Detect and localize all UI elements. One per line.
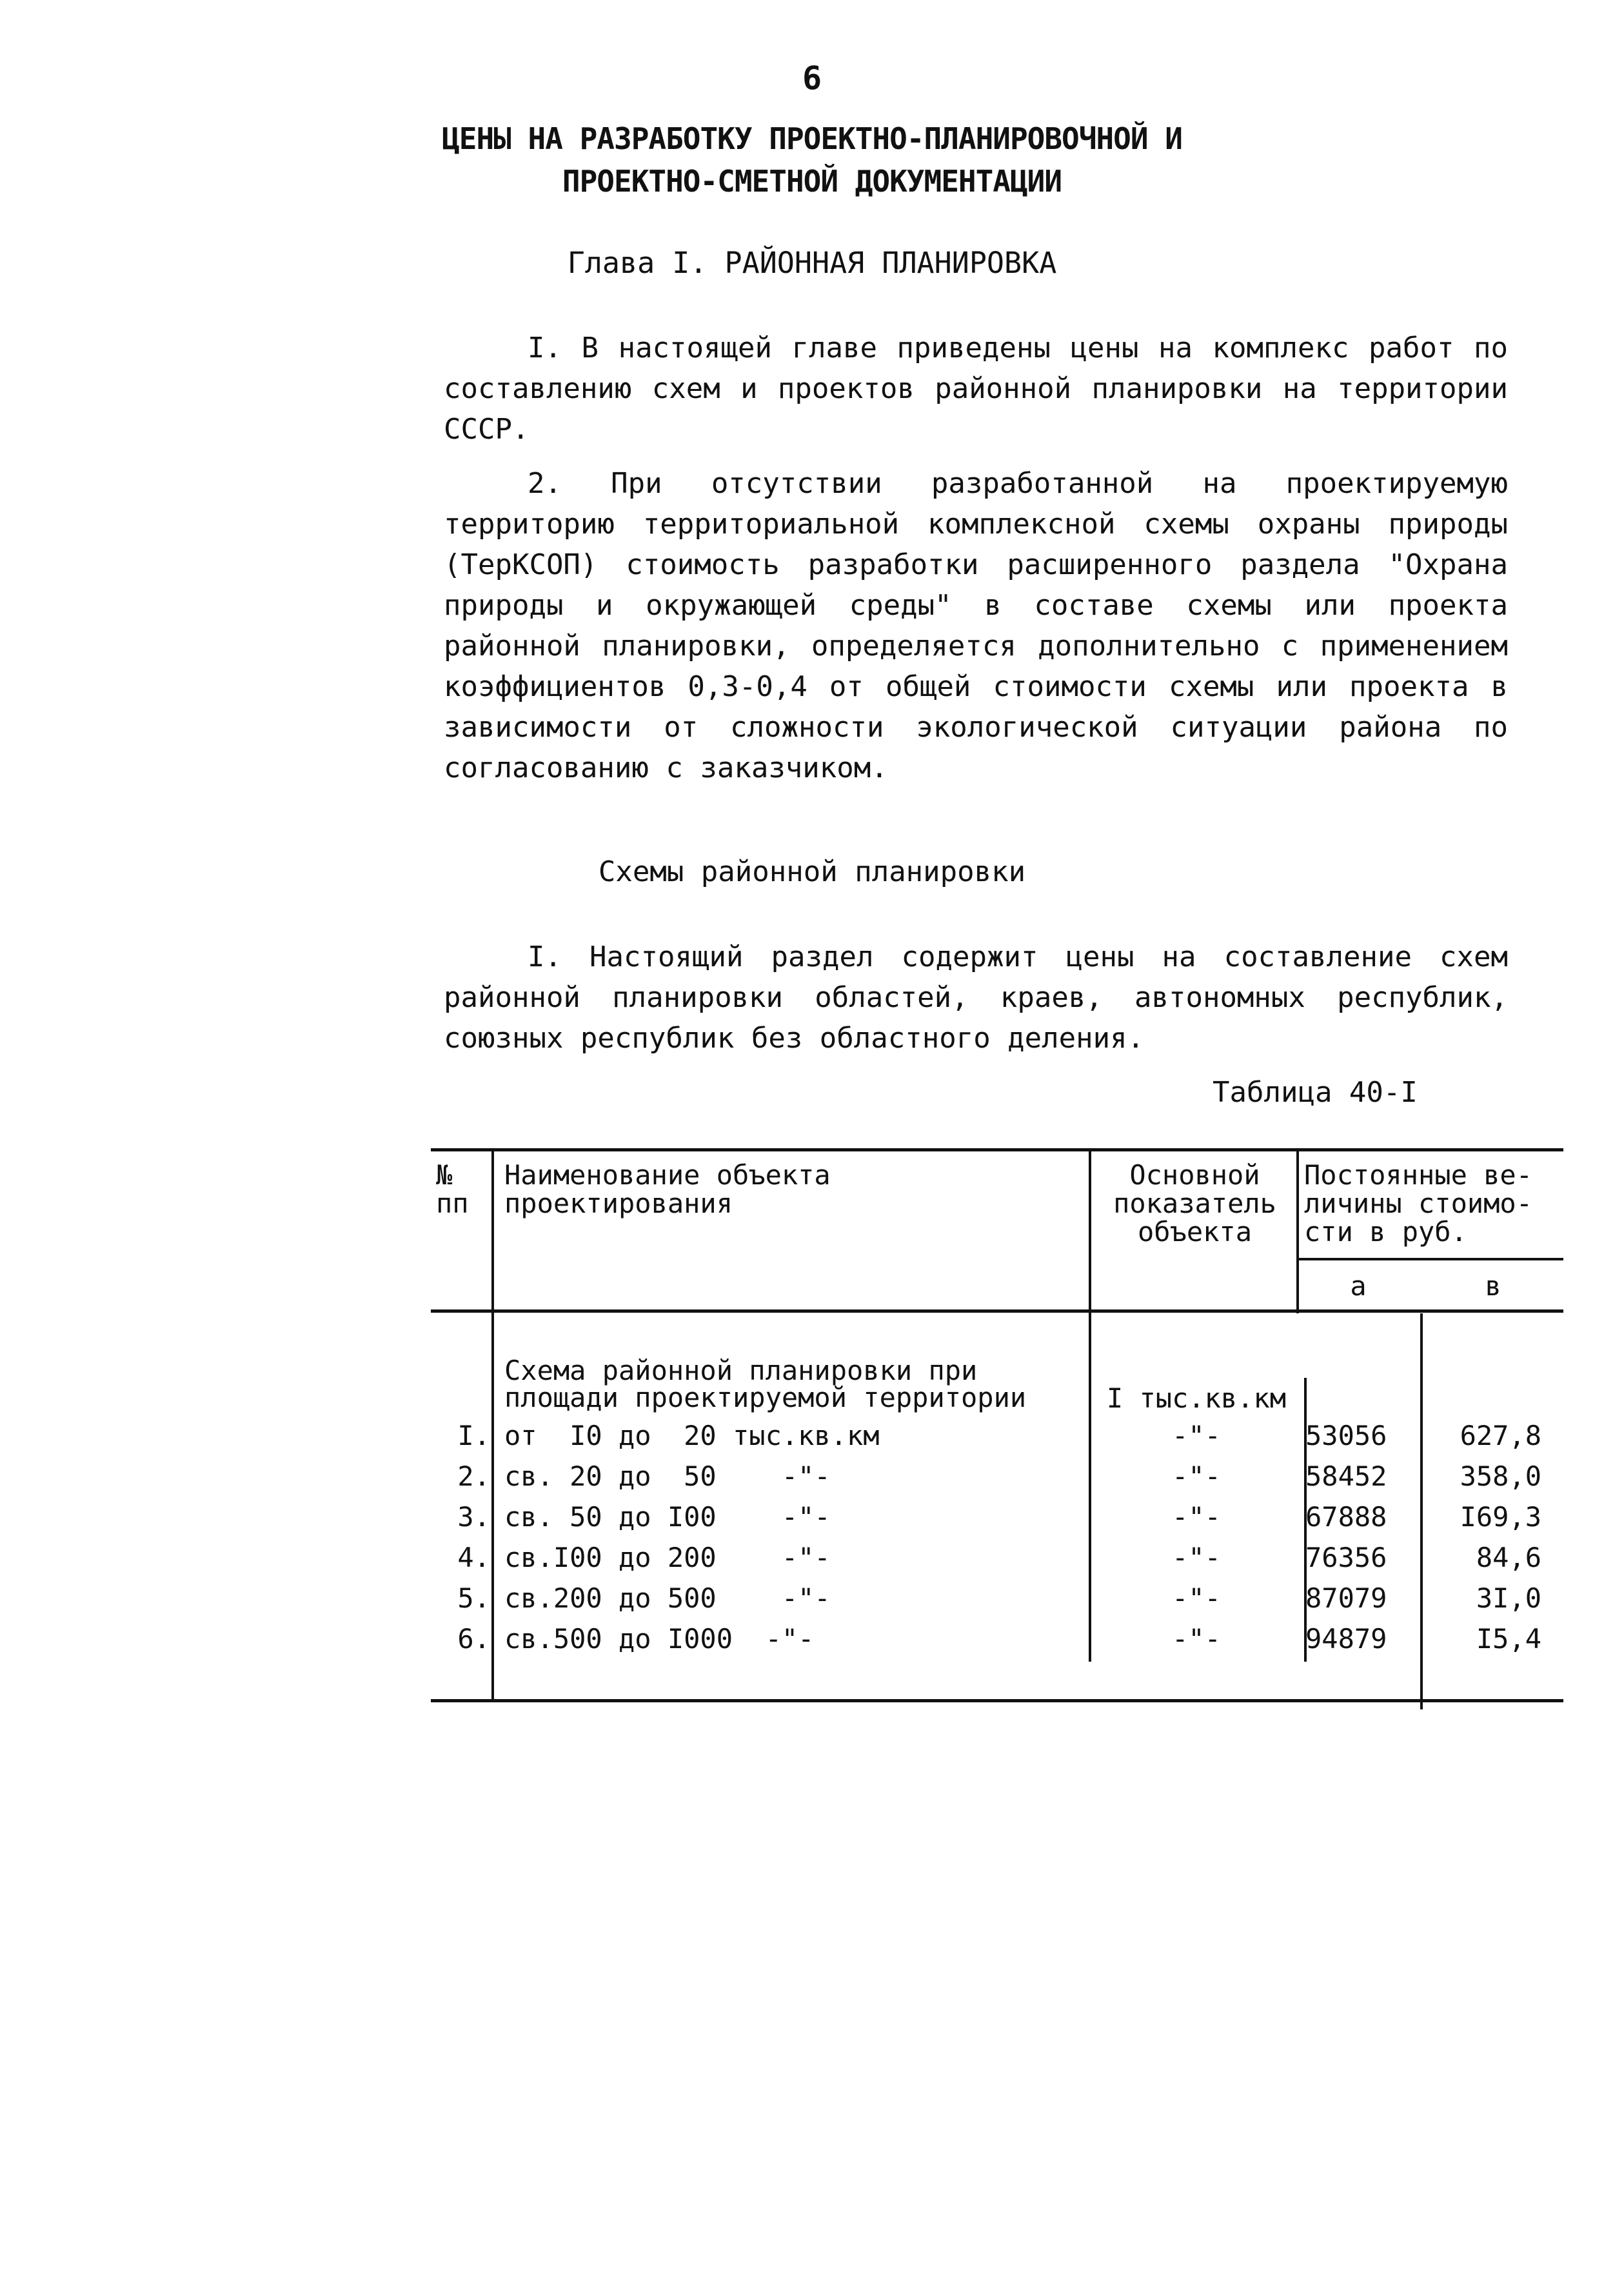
title-line-2: ПРОЕКТНО-СМЕТНОЙ ДОКУМЕНТАЦИИ <box>562 164 1062 199</box>
col-divider-name-body <box>1089 1313 1091 1662</box>
row-value-b: 627,8 <box>1460 1420 1541 1451</box>
section-heading: Схемы районной планировки <box>598 855 1026 888</box>
table-header-split-rule <box>1296 1258 1563 1260</box>
header-col-b: в <box>1485 1270 1501 1302</box>
paragraph-1: I. В настоящей главе приведены цены на комплекс работ по составлению схем и проектов районной планировки на территории СССР. <box>444 332 1508 446</box>
row-indicator: -"- <box>1172 1582 1221 1614</box>
row-name: св. 50 до I00 -"- <box>504 1501 831 1533</box>
row-num: 3. <box>457 1501 490 1533</box>
row-indicator: -"- <box>1172 1420 1221 1451</box>
row-name: св.500 до I000 -"- <box>504 1623 815 1655</box>
section-paragraph: I. Настоящий раздел содержит цены на составление схем районной планировки областей, краев, автономных республик, союзных республик без областного деления. <box>444 940 1508 1055</box>
header-col-a: а <box>1350 1270 1367 1302</box>
col-divider-name <box>1089 1148 1091 1313</box>
row-num: I. <box>457 1420 490 1451</box>
header-constants: Постоянные ве- личины стоимо- сти в руб. <box>1304 1159 1533 1248</box>
header-indicator: Основной показатель объекта <box>1113 1159 1276 1248</box>
row-num: 4. <box>457 1542 490 1573</box>
table-header-bottom-rule <box>431 1309 1563 1313</box>
row-name: св.I00 до 200 -"- <box>504 1542 831 1573</box>
row-value-a: 76356 <box>1305 1542 1387 1573</box>
page-number: 6 <box>802 59 822 97</box>
row-value-a: 67888 <box>1305 1501 1387 1533</box>
table-bottom-rule <box>431 1699 1563 1702</box>
group-name: Схема районной планировки при площади проектируемой территории <box>504 1355 1027 1413</box>
row-value-a: 87079 <box>1305 1582 1387 1614</box>
row-value-a: 53056 <box>1305 1420 1387 1451</box>
row-indicator: -"- <box>1172 1460 1221 1492</box>
table-label: Таблица 40-I <box>1213 1076 1418 1109</box>
document-title <box>0 117 1624 203</box>
row-value-b: I69,3 <box>1460 1501 1541 1533</box>
row-name: св. 20 до 50 -"- <box>504 1460 831 1492</box>
col-divider-num <box>491 1148 494 1702</box>
row-num: 5. <box>457 1582 490 1614</box>
row-name: св.200 до 500 -"- <box>504 1582 831 1614</box>
row-value-b: 3I,0 <box>1476 1582 1541 1614</box>
chapter-heading: Глава I. РАЙОННАЯ ПЛАНИРОВКА <box>567 246 1057 280</box>
row-indicator: -"- <box>1172 1501 1221 1533</box>
header-name: Наименование объекта проектирования <box>504 1159 831 1219</box>
table-top-rule <box>431 1148 1563 1151</box>
row-num: 6. <box>457 1623 490 1655</box>
row-value-a: 94879 <box>1305 1623 1387 1655</box>
title-line-1: ЦЕНЫ НА РАЗРАБОТКУ ПРОЕКТНО-ПЛАНИРОВОЧНОЙ И <box>442 121 1182 156</box>
row-name: от I0 до 20 тыс.кв.км <box>504 1420 880 1451</box>
header-num: № пп <box>436 1159 469 1219</box>
row-value-b: 358,0 <box>1460 1460 1541 1492</box>
row-value-a: 58452 <box>1305 1460 1387 1492</box>
group-indicator: I тыс.кв.км <box>1106 1382 1287 1414</box>
row-indicator: -"- <box>1172 1542 1221 1573</box>
row-value-b: 84,6 <box>1476 1542 1541 1573</box>
row-value-b: I5,4 <box>1476 1623 1541 1655</box>
row-indicator: -"- <box>1172 1623 1221 1655</box>
paragraph-2: 2. При отсутствии разработанной на проектируемую территорию территориальной комплексной схемы охраны природы (ТерКСОП) стоимость разработки расширенного раздела "Охрана природы и окружающей среды" в составе схемы или проекта районной планировки, определяется дополнительно с применением коэффициентов 0,3-0,4 от общей стоимости схемы или проекта в зависимости от сложности экологической ситуации района по согласованию с заказчиком. <box>444 467 1508 784</box>
row-num: 2. <box>457 1460 490 1492</box>
